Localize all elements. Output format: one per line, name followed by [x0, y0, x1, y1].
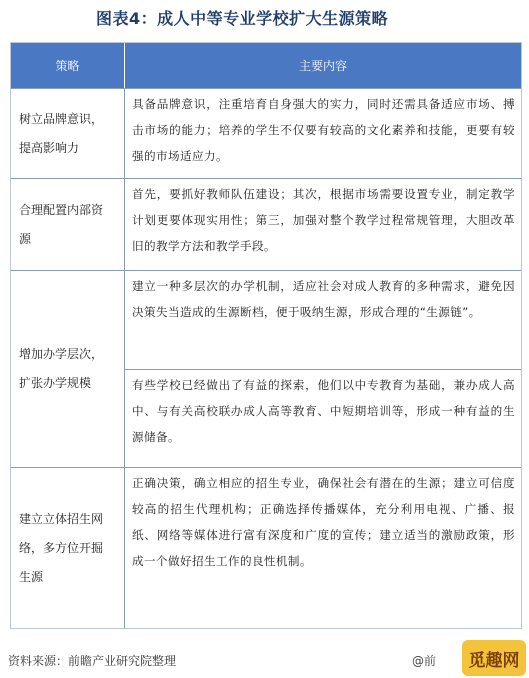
table-row — [11, 178, 521, 270]
strategy-table — [10, 42, 522, 629]
row-content: 具备品牌意识，注重培育自身强大的实力，同时还需具备适应市场、搏击市场的能力；培养的学生不仅要有较高的文化素养和技能，更要有较强的市场适应力。 — [132, 97, 515, 163]
row-strategy: 合理配置内部资源 — [11, 179, 125, 270]
table-row — [11, 467, 521, 628]
source-note: 资料来源：前瞻产业研究院整理 — [8, 654, 177, 668]
site-logo — [462, 640, 526, 676]
row-strategy: 增加办学层次，扩张办学规模 — [11, 271, 125, 467]
row-content: 正确决策，确立相应的招生专业，确保社会有潜在的生源；建立可信度较高的招生代理机构；正确选择传播媒体，充分利用电视、广播、报纸、网络等媒体进行富有深度和广度的宣传；建立适当的激励政策，形成一个做好招生工作的良性机制。 — [132, 476, 515, 568]
table-row — [11, 270, 521, 467]
row-content: 建立一种多层次的办学机制，适应社会对成人教育的多种需求，避免因决策失当造成的生源断档，便于吸纳生源，形成合理的“生源链”。 — [132, 279, 515, 319]
row-content: 有些学校已经做出了有益的探索，他们以中专教育为基础，兼办成人高中、与有关高校联办成人高等教育、中短期培训等，形成一种有益的生源储备。 — [125, 369, 521, 467]
row-content: 首先，要抓好教师队伍建设；其次，根据市场需要设置专业，制定教学计划更要体现实用性；第三，加强对整个教学过程常规管理，大胆改革旧的教学方法和教学手段。 — [132, 187, 515, 253]
watermark-text: @前 — [412, 654, 437, 668]
table-header — [11, 43, 521, 88]
page-title: 图表4：成人中等专业学校扩大生源策略 — [96, 9, 389, 28]
row-strategy: 树立品牌意识，提高影响力 — [11, 89, 125, 178]
table-row — [11, 88, 521, 178]
logo-text: 觅趣网 — [468, 650, 520, 671]
header-content: 主要内容 — [298, 59, 347, 73]
header-strategy: 策略 — [11, 43, 125, 88]
row-strategy: 建立立体招生网络，多方位开掘生源 — [11, 468, 125, 628]
